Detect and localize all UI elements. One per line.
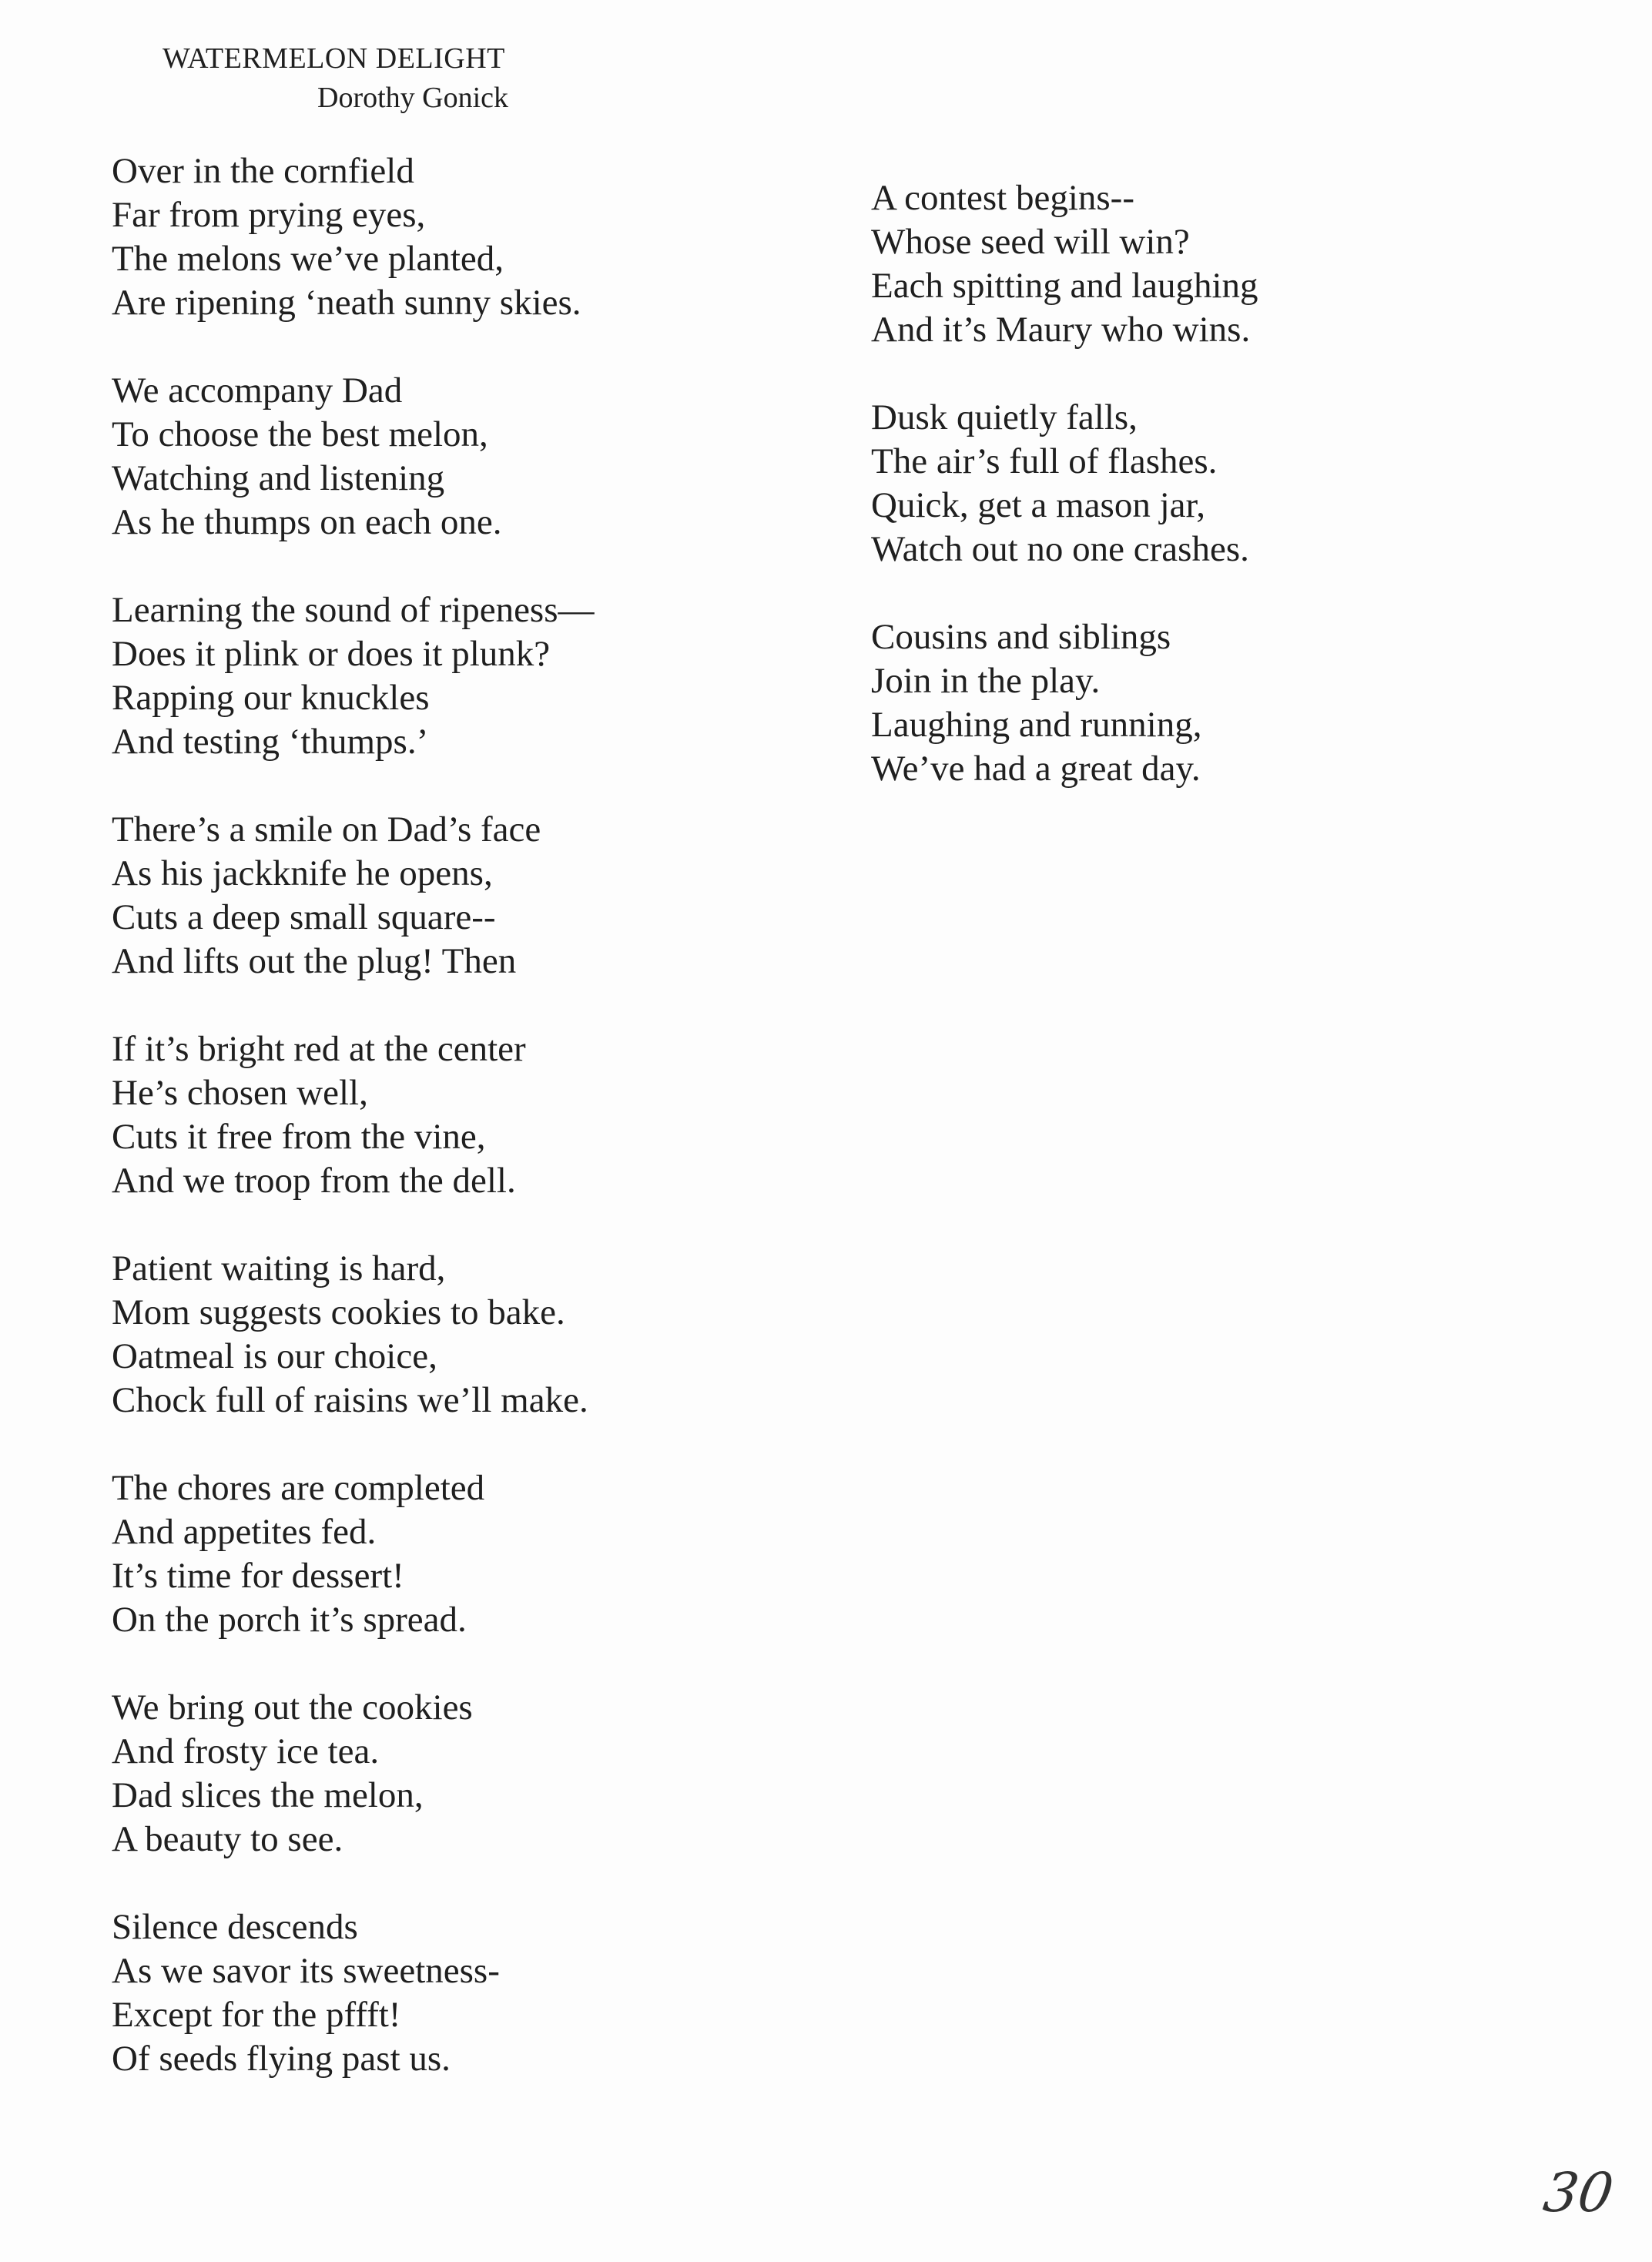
stanza [112, 1027, 805, 1203]
poem-line: Mom suggests cookies to bake. [112, 1292, 565, 1332]
poem-line: Oatmeal is our choice, [112, 1336, 437, 1376]
stanza [112, 1686, 805, 1862]
stanza [112, 588, 805, 764]
left-column [112, 149, 805, 2125]
poem-line: As his jackknife he opens, [112, 853, 493, 893]
right-column [871, 176, 1564, 835]
poem-line: Rapping our knuckles [112, 678, 430, 718]
poem-line: And testing ‘thumps.’ [112, 722, 429, 762]
stanza [871, 396, 1564, 571]
stanza [871, 176, 1564, 352]
poem-line: Learning the sound of ripeness— [112, 590, 595, 630]
poem-line: A contest begins-- [871, 178, 1134, 218]
poem-line: Dusk quietly falls, [871, 397, 1138, 437]
poem-line: And appetites fed. [112, 1512, 377, 1552]
poem-line: And lifts out the plug! Then [112, 941, 517, 981]
poem-line: Patient waiting is hard, [112, 1248, 446, 1289]
poem-line: Laughing and running, [871, 705, 1202, 745]
poem-line: The air’s full of flashes. [871, 441, 1218, 481]
poem-line: Over in the cornfield [112, 151, 414, 191]
poem-line: Cousins and siblings [871, 617, 1171, 657]
poem-line: Of seeds flying past us. [112, 2039, 451, 2079]
poem-line: As we savor its sweetness- [112, 1951, 500, 1991]
poem-line: Chock full of raisins we’ll make. [112, 1380, 588, 1420]
poem-line: And we troop from the dell. [112, 1161, 516, 1201]
poem-title: WATERMELON DELIGHT [163, 42, 505, 75]
poem-line: Except for the pffft! [112, 1995, 401, 2035]
poem-line: Silence descends [112, 1907, 358, 1947]
poem-line: Dad slices the melon, [112, 1775, 424, 1815]
stanza [112, 1247, 805, 1423]
poem-line: Join in the play. [871, 661, 1101, 701]
poem-line: We’ve had a great day. [871, 749, 1201, 789]
stanza [112, 369, 805, 545]
poem-line: A beauty to see. [112, 1819, 343, 1859]
poem-line: We bring out the cookies [112, 1687, 473, 1727]
poem-line: Each spitting and laughing [871, 266, 1258, 306]
poem-line: Far from prying eyes, [112, 195, 426, 235]
stanza [112, 1466, 805, 1642]
poem-line: Cuts a deep small square-- [112, 897, 496, 937]
poem-line: To choose the best melon, [112, 414, 488, 454]
page-number: 30 [1540, 2161, 1617, 2224]
poem-line: There’s a smile on Dad’s face [112, 809, 541, 850]
poem-line: Cuts it free from the vine, [112, 1117, 486, 1157]
poem-line: The chores are completed [112, 1468, 485, 1508]
poem-line: Are ripening ‘neath sunny skies. [112, 283, 581, 323]
stanza [112, 808, 805, 984]
poem-line: The melons we’ve planted, [112, 239, 504, 279]
poem-line: And frosty ice tea. [112, 1731, 380, 1771]
poem-line: Whose seed will win? [871, 222, 1190, 262]
poem-line: It’s time for dessert! [112, 1556, 404, 1596]
poem-line: We accompany Dad [112, 370, 403, 411]
stanza [112, 1905, 805, 2081]
stanza [871, 615, 1564, 791]
poem-line: On the porch it’s spread. [112, 1600, 467, 1640]
poem-line: Quick, get a mason jar, [871, 485, 1206, 525]
poem-author: Dorothy Gonick [317, 82, 509, 114]
poem-line: Does it plink or does it plunk? [112, 634, 551, 674]
poem-line: If it’s bright red at the center [112, 1029, 526, 1069]
poem-line: Watching and listening [112, 458, 445, 498]
poem-line: Watch out no one crashes. [871, 529, 1249, 569]
poem-line: And it’s Maury who wins. [871, 310, 1251, 350]
poem-line: He’s chosen well, [112, 1073, 368, 1113]
stanza [112, 149, 805, 325]
poem-line: As he thumps on each one. [112, 502, 502, 542]
